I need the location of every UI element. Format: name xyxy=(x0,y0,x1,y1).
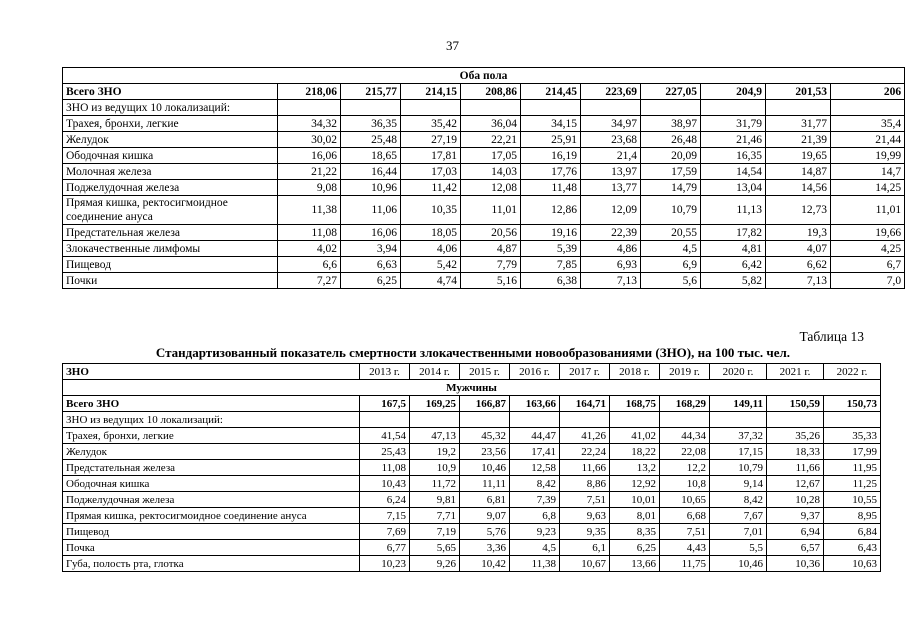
row-value: 5,42 xyxy=(401,257,461,273)
section-heading: Оба пола xyxy=(63,68,905,84)
total-value: 214,15 xyxy=(401,84,461,100)
row-value: 17,59 xyxy=(641,164,701,180)
row-label: Пищевод xyxy=(63,257,278,273)
row-value: 3,36 xyxy=(460,540,510,556)
row-value: 7,51 xyxy=(660,524,710,540)
row-value: 47,13 xyxy=(410,428,460,444)
row-value: 22,39 xyxy=(581,225,641,241)
row-label: Поджелудочная железа xyxy=(63,492,360,508)
row-value: 4,5 xyxy=(510,540,560,556)
row-value: 25,43 xyxy=(360,444,410,460)
row-value: 4,86 xyxy=(581,241,641,257)
row-value: 10,9 xyxy=(410,460,460,476)
row-value: 14,54 xyxy=(701,164,766,180)
total-row xyxy=(63,84,905,100)
row-value: 19,2 xyxy=(410,444,460,460)
row-value: 11,38 xyxy=(510,556,560,572)
row-value: 31,79 xyxy=(701,116,766,132)
row-value: 6,9 xyxy=(641,257,701,273)
row-label: Ободочная кишка xyxy=(63,476,360,492)
row-value: 12,73 xyxy=(766,196,831,225)
table-row xyxy=(63,180,905,196)
row-value: 7,51 xyxy=(560,492,610,508)
table-row xyxy=(63,257,905,273)
row-value: 7,19 xyxy=(410,524,460,540)
table-label: Таблица 13 xyxy=(799,329,864,344)
row-value: 44,47 xyxy=(510,428,560,444)
row-value: 9,08 xyxy=(278,180,341,196)
row-value: 4,06 xyxy=(401,241,461,257)
total-value: 214,45 xyxy=(521,84,581,100)
row-value: 7,69 xyxy=(360,524,410,540)
empty-cell xyxy=(461,100,521,116)
header-row xyxy=(63,364,881,380)
row-value: 7,27 xyxy=(278,273,341,289)
empty-cell xyxy=(824,412,881,428)
row-value: 6,1 xyxy=(560,540,610,556)
row-value: 9,37 xyxy=(767,508,824,524)
row-label: Пищевод xyxy=(63,524,360,540)
row-value: 11,75 xyxy=(660,556,710,572)
row-value: 6,42 xyxy=(701,257,766,273)
row-value: 41,26 xyxy=(560,428,610,444)
row-value: 11,42 xyxy=(401,180,461,196)
row-value: 19,3 xyxy=(766,225,831,241)
year-header: 2017 г. xyxy=(560,364,610,380)
row-value: 4,25 xyxy=(831,241,905,257)
row-value: 7,67 xyxy=(710,508,767,524)
subheader-label: ЗНО из ведущих 10 локализаций: xyxy=(63,100,278,116)
row-value: 13,97 xyxy=(581,164,641,180)
table-row xyxy=(63,273,905,289)
row-value: 10,96 xyxy=(341,180,401,196)
row-value: 20,55 xyxy=(641,225,701,241)
row-value: 36,35 xyxy=(341,116,401,132)
table-row xyxy=(63,476,881,492)
total-label: Всего ЗНО xyxy=(63,84,278,100)
row-value: 8,01 xyxy=(610,508,660,524)
section-heading: Мужчины xyxy=(63,380,881,396)
row-value: 10,43 xyxy=(360,476,410,492)
row-value: 10,67 xyxy=(560,556,610,572)
year-header: 2019 г. xyxy=(660,364,710,380)
total-value: 169,25 xyxy=(410,396,460,412)
row-value: 19,16 xyxy=(521,225,581,241)
row-value: 5,5 xyxy=(710,540,767,556)
row-value: 11,06 xyxy=(341,196,401,225)
row-value: 17,76 xyxy=(521,164,581,180)
table-row xyxy=(63,164,905,180)
row-label: Предстательная железа xyxy=(63,225,278,241)
row-value: 4,02 xyxy=(278,241,341,257)
row-value: 11,08 xyxy=(278,225,341,241)
row-value: 9,23 xyxy=(510,524,560,540)
row-value: 14,79 xyxy=(641,180,701,196)
total-value: 208,86 xyxy=(461,84,521,100)
row-label: Злокачественные лимфомы xyxy=(63,241,278,257)
row-value: 10,46 xyxy=(710,556,767,572)
empty-cell xyxy=(710,412,767,428)
total-value: 163,66 xyxy=(510,396,560,412)
row-value: 7,79 xyxy=(461,257,521,273)
total-value: 218,06 xyxy=(278,84,341,100)
row-value: 7,85 xyxy=(521,257,581,273)
row-label: Желудок xyxy=(63,132,278,148)
row-value: 18,22 xyxy=(610,444,660,460)
row-value: 18,33 xyxy=(767,444,824,460)
row-value: 10,28 xyxy=(767,492,824,508)
row-value: 34,97 xyxy=(581,116,641,132)
table-row xyxy=(63,132,905,148)
row-label: Почки xyxy=(63,273,278,289)
total-value: 168,29 xyxy=(660,396,710,412)
row-label: Губа, полость рта, глотка xyxy=(63,556,360,572)
table-row xyxy=(63,524,881,540)
row-label: Предстательная железа xyxy=(63,460,360,476)
row-value: 10,42 xyxy=(460,556,510,572)
total-value: 215,77 xyxy=(341,84,401,100)
row-value: 45,32 xyxy=(460,428,510,444)
total-value: 201,53 xyxy=(766,84,831,100)
row-value: 6,62 xyxy=(766,257,831,273)
total-value: 223,69 xyxy=(581,84,641,100)
subheader-row xyxy=(63,100,905,116)
row-value: 7,15 xyxy=(360,508,410,524)
row-value: 17,05 xyxy=(461,148,521,164)
row-value: 19,65 xyxy=(766,148,831,164)
row-value: 27,19 xyxy=(401,132,461,148)
row-value: 12,92 xyxy=(610,476,660,492)
row-value: 17,15 xyxy=(710,444,767,460)
row-value: 19,66 xyxy=(831,225,905,241)
row-value: 8,35 xyxy=(610,524,660,540)
table-row xyxy=(63,241,905,257)
empty-cell xyxy=(831,100,905,116)
row-value: 13,66 xyxy=(610,556,660,572)
row-value: 37,32 xyxy=(710,428,767,444)
row-value: 10,23 xyxy=(360,556,410,572)
row-value: 17,99 xyxy=(824,444,881,460)
row-label: Поджелудочная железа xyxy=(63,180,278,196)
row-value: 21,44 xyxy=(831,132,905,148)
row-value: 11,66 xyxy=(560,460,610,476)
row-value: 11,95 xyxy=(824,460,881,476)
row-value: 9,07 xyxy=(460,508,510,524)
year-header: 2016 г. xyxy=(510,364,560,380)
row-value: 6,6 xyxy=(278,257,341,273)
row-value: 7,71 xyxy=(410,508,460,524)
row-value: 6,24 xyxy=(360,492,410,508)
total-row xyxy=(63,396,881,412)
table-row xyxy=(63,225,905,241)
empty-cell xyxy=(510,412,560,428)
total-value: 204,9 xyxy=(701,84,766,100)
row-value: 6,94 xyxy=(767,524,824,540)
row-value: 8,95 xyxy=(824,508,881,524)
total-value: 150,59 xyxy=(767,396,824,412)
total-value: 150,73 xyxy=(824,396,881,412)
row-value: 5,65 xyxy=(410,540,460,556)
row-value: 6,25 xyxy=(341,273,401,289)
row-value: 44,34 xyxy=(660,428,710,444)
row-value: 5,6 xyxy=(641,273,701,289)
row-value: 41,54 xyxy=(360,428,410,444)
row-value: 4,74 xyxy=(401,273,461,289)
row-value: 14,87 xyxy=(766,164,831,180)
empty-cell xyxy=(560,412,610,428)
row-value: 34,32 xyxy=(278,116,341,132)
row-value: 11,38 xyxy=(278,196,341,225)
row-value: 34,15 xyxy=(521,116,581,132)
row-value: 10,65 xyxy=(660,492,710,508)
row-value: 4,87 xyxy=(461,241,521,257)
row-value: 14,25 xyxy=(831,180,905,196)
row-value: 17,41 xyxy=(510,444,560,460)
total-value: 227,05 xyxy=(641,84,701,100)
row-value: 35,42 xyxy=(401,116,461,132)
row-value: 6,57 xyxy=(767,540,824,556)
row-value: 35,26 xyxy=(767,428,824,444)
row-value: 9,26 xyxy=(410,556,460,572)
section-row xyxy=(63,380,881,396)
row-value: 6,25 xyxy=(610,540,660,556)
row-value: 16,19 xyxy=(521,148,581,164)
table-row xyxy=(63,428,881,444)
empty-cell xyxy=(581,100,641,116)
row-value: 9,63 xyxy=(560,508,610,524)
year-header: 2013 г. xyxy=(360,364,410,380)
row-value: 14,56 xyxy=(766,180,831,196)
row-label: Прямая кишка, ректосигмоидное соединение ануса xyxy=(63,508,360,524)
row-value: 4,81 xyxy=(701,241,766,257)
table-row xyxy=(63,540,881,556)
row-value: 10,46 xyxy=(460,460,510,476)
row-value: 4,07 xyxy=(766,241,831,257)
row-value: 16,44 xyxy=(341,164,401,180)
row-value: 5,82 xyxy=(701,273,766,289)
table-row xyxy=(63,492,881,508)
empty-cell xyxy=(521,100,581,116)
row-label: Ободочная кишка xyxy=(63,148,278,164)
row-value: 11,48 xyxy=(521,180,581,196)
row-value: 20,56 xyxy=(461,225,521,241)
empty-cell xyxy=(766,100,831,116)
row-value: 25,48 xyxy=(341,132,401,148)
row-label: Почка xyxy=(63,540,360,556)
row-value: 11,08 xyxy=(360,460,410,476)
page-number: 37 xyxy=(446,38,459,53)
row-value: 16,06 xyxy=(341,225,401,241)
row-value: 13,77 xyxy=(581,180,641,196)
row-value: 17,03 xyxy=(401,164,461,180)
row-value: 30,02 xyxy=(278,132,341,148)
row-value: 5,39 xyxy=(521,241,581,257)
row-value: 10,63 xyxy=(824,556,881,572)
row-value: 7,39 xyxy=(510,492,560,508)
row-value: 16,35 xyxy=(701,148,766,164)
row-value: 7,13 xyxy=(581,273,641,289)
row-value: 17,82 xyxy=(701,225,766,241)
row-value: 21,4 xyxy=(581,148,641,164)
row-value: 22,08 xyxy=(660,444,710,460)
row-value: 23,68 xyxy=(581,132,641,148)
row-value: 41,02 xyxy=(610,428,660,444)
total-value: 149,11 xyxy=(710,396,767,412)
row-value: 7,01 xyxy=(710,524,767,540)
row-value: 14,7 xyxy=(831,164,905,180)
row-value: 17,81 xyxy=(401,148,461,164)
table-row xyxy=(63,196,905,225)
table-men xyxy=(62,363,881,572)
empty-cell xyxy=(660,412,710,428)
row-value: 11,25 xyxy=(824,476,881,492)
row-value: 11,13 xyxy=(701,196,766,225)
row-value: 9,14 xyxy=(710,476,767,492)
row-value: 10,8 xyxy=(660,476,710,492)
row-value: 38,97 xyxy=(641,116,701,132)
row-label: Трахея, бронхи, легкие xyxy=(63,116,278,132)
row-value: 8,42 xyxy=(510,476,560,492)
row-value: 25,91 xyxy=(521,132,581,148)
row-value: 13,2 xyxy=(610,460,660,476)
row-value: 18,05 xyxy=(401,225,461,241)
row-value: 11,01 xyxy=(831,196,905,225)
total-label: Всего ЗНО xyxy=(63,396,360,412)
row-value: 19,99 xyxy=(831,148,905,164)
row-value: 10,36 xyxy=(767,556,824,572)
row-value: 35,33 xyxy=(824,428,881,444)
row-value: 6,84 xyxy=(824,524,881,540)
table-both-sexes xyxy=(62,67,905,289)
row-value: 4,5 xyxy=(641,241,701,257)
empty-cell xyxy=(401,100,461,116)
table-row xyxy=(63,460,881,476)
row-value: 31,77 xyxy=(766,116,831,132)
table-title: Стандартизованный показатель смертности злокачественными новообразованиями (ЗНО), на 100 тыс. чел. xyxy=(155,345,791,360)
subheader-label: ЗНО из ведущих 10 локализаций: xyxy=(63,412,360,428)
empty-cell xyxy=(767,412,824,428)
table-row xyxy=(63,148,905,164)
row-value: 12,86 xyxy=(521,196,581,225)
total-value: 166,87 xyxy=(460,396,510,412)
year-header: 2020 г. xyxy=(710,364,767,380)
row-value: 11,66 xyxy=(767,460,824,476)
row-value: 6,77 xyxy=(360,540,410,556)
row-value: 26,48 xyxy=(641,132,701,148)
row-label: Прямая кишка, ректосигмоидное соединение ануса xyxy=(63,196,278,225)
year-header: 2015 г. xyxy=(460,364,510,380)
row-value: 22,24 xyxy=(560,444,610,460)
row-value: 36,04 xyxy=(461,116,521,132)
row-value: 23,56 xyxy=(460,444,510,460)
row-value: 10,01 xyxy=(610,492,660,508)
row-value: 14,03 xyxy=(461,164,521,180)
row-value: 11,72 xyxy=(410,476,460,492)
row-value: 12,67 xyxy=(767,476,824,492)
row-value: 7,0 xyxy=(831,273,905,289)
total-value: 167,5 xyxy=(360,396,410,412)
empty-cell xyxy=(360,412,410,428)
row-value: 35,4 xyxy=(831,116,905,132)
row-value: 21,46 xyxy=(701,132,766,148)
row-value: 3,94 xyxy=(341,241,401,257)
row-value: 5,16 xyxy=(461,273,521,289)
total-value: 164,71 xyxy=(560,396,610,412)
row-value: 9,81 xyxy=(410,492,460,508)
row-value: 7,13 xyxy=(766,273,831,289)
row-value: 6,7 xyxy=(831,257,905,273)
row-value: 4,43 xyxy=(660,540,710,556)
row-value: 12,2 xyxy=(660,460,710,476)
row-value: 16,06 xyxy=(278,148,341,164)
row-label: Трахея, бронхи, легкие xyxy=(63,428,360,444)
row-value: 20,09 xyxy=(641,148,701,164)
section-row xyxy=(63,68,905,84)
empty-cell xyxy=(701,100,766,116)
row-value: 6,63 xyxy=(341,257,401,273)
row-value: 11,11 xyxy=(460,476,510,492)
row-value: 21,22 xyxy=(278,164,341,180)
year-header: 2014 г. xyxy=(410,364,460,380)
row-value: 6,81 xyxy=(460,492,510,508)
empty-cell xyxy=(610,412,660,428)
row-value: 8,86 xyxy=(560,476,610,492)
row-value: 22,21 xyxy=(461,132,521,148)
row-value: 5,76 xyxy=(460,524,510,540)
row-value: 10,55 xyxy=(824,492,881,508)
row-value: 9,35 xyxy=(560,524,610,540)
total-value: 168,75 xyxy=(610,396,660,412)
row-value: 18,65 xyxy=(341,148,401,164)
row-value: 6,38 xyxy=(521,273,581,289)
row-value: 8,42 xyxy=(710,492,767,508)
row-value: 10,79 xyxy=(710,460,767,476)
year-header: 2021 г. xyxy=(767,364,824,380)
row-value: 12,08 xyxy=(461,180,521,196)
year-header: 2018 г. xyxy=(610,364,660,380)
table-row xyxy=(63,556,881,572)
empty-cell xyxy=(410,412,460,428)
row-value: 6,93 xyxy=(581,257,641,273)
row-value: 21,39 xyxy=(766,132,831,148)
row-value: 6,8 xyxy=(510,508,560,524)
empty-cell xyxy=(341,100,401,116)
row-label: Желудок xyxy=(63,444,360,460)
row-value: 10,35 xyxy=(401,196,461,225)
total-value: 206 xyxy=(831,84,905,100)
header-label: ЗНО xyxy=(63,364,360,380)
row-value: 6,68 xyxy=(660,508,710,524)
year-header: 2022 г. xyxy=(824,364,881,380)
empty-cell xyxy=(460,412,510,428)
empty-cell xyxy=(641,100,701,116)
row-value: 11,01 xyxy=(461,196,521,225)
row-label: Молочная железа xyxy=(63,164,278,180)
row-value: 6,43 xyxy=(824,540,881,556)
row-value: 10,79 xyxy=(641,196,701,225)
row-value: 12,09 xyxy=(581,196,641,225)
table-row xyxy=(63,508,881,524)
empty-cell xyxy=(278,100,341,116)
subheader-row xyxy=(63,412,881,428)
table-row xyxy=(63,116,905,132)
row-value: 12,58 xyxy=(510,460,560,476)
table-row xyxy=(63,444,881,460)
row-value: 13,04 xyxy=(701,180,766,196)
